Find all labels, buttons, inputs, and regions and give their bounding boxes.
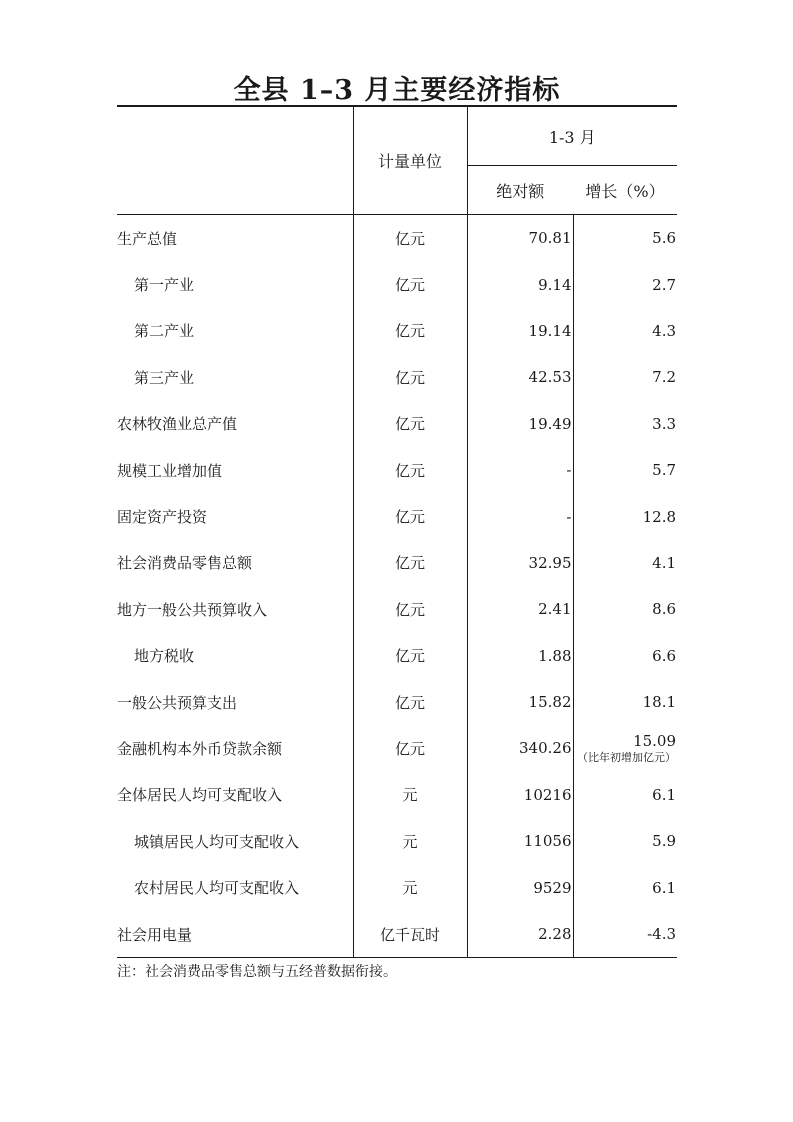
indicator-table	[117, 105, 677, 958]
table-row	[117, 493, 677, 539]
indicator-unit: 亿元	[353, 215, 467, 262]
indicator-name: 第二产业	[134, 322, 195, 341]
indicator-growth-cell	[573, 401, 677, 447]
indicator-absolute-value: 9.14	[467, 261, 573, 307]
footnote: 注：社会消费品零售总额与五经普数据衔接。	[117, 964, 397, 980]
indicator-growth-value: 7.2	[652, 368, 677, 387]
table-row	[117, 586, 677, 632]
indicator-name: 城镇居民人均可支配收入	[134, 832, 300, 851]
indicator-growth-value: 8.6	[652, 600, 677, 619]
indicator-growth-cell	[573, 308, 677, 354]
indicator-unit: 亿元	[353, 586, 467, 632]
table-row	[117, 540, 677, 586]
indicator-unit: 亿千瓦时	[353, 911, 467, 958]
indicator-name: 农村居民人均可支配收入	[134, 879, 300, 898]
indicator-growth-value: 5.7	[652, 461, 677, 480]
table-row	[117, 401, 677, 447]
indicator-unit: 亿元	[353, 725, 467, 771]
indicator-name: 全体居民人均可支配收入	[117, 786, 283, 805]
indicator-growth-value: 6.6	[652, 646, 677, 665]
indicator-unit: 亿元	[353, 679, 467, 725]
indicator-growth-cell	[573, 818, 677, 864]
indicator-name: 金融机构本外币贷款余额	[117, 739, 283, 758]
table-row	[117, 911, 677, 958]
indicator-name: 第一产业	[134, 276, 195, 295]
table-row	[117, 864, 677, 910]
indicator-unit: 元	[353, 772, 467, 818]
indicator-unit: 元	[353, 864, 467, 910]
indicator-table-container	[117, 105, 677, 958]
indicator-growth-value: 4.3	[652, 321, 677, 340]
header-unit: 计量单位	[353, 106, 467, 215]
page-title: 全县 1–3 月主要经济指标	[233, 75, 561, 106]
indicator-absolute-value: -	[467, 447, 573, 493]
indicator-name: 生产总值	[117, 229, 178, 248]
indicator-name: 农林牧渔业总产值	[117, 415, 238, 434]
indicator-growth-cell	[573, 911, 677, 958]
indicator-unit: 亿元	[353, 493, 467, 539]
indicator-growth-value: 3.3	[652, 414, 677, 433]
header-indicator-cell	[117, 106, 353, 215]
indicator-growth-cell	[573, 772, 677, 818]
header-period: 1-3 月	[467, 106, 677, 166]
indicator-absolute-value: 11056	[467, 818, 573, 864]
indicator-growth-value: 18.1	[642, 693, 677, 712]
indicator-name: 一般公共预算支出	[117, 693, 238, 712]
indicator-growth-cell	[573, 725, 677, 771]
indicator-absolute-value: 19.14	[467, 308, 573, 354]
indicator-growth-value: 12.8	[642, 507, 677, 526]
table-row	[117, 354, 677, 400]
indicator-growth-value: 5.6	[652, 229, 677, 248]
indicator-unit: 亿元	[353, 308, 467, 354]
indicator-absolute-value: -	[467, 493, 573, 539]
indicator-growth-value: 15.09	[633, 731, 677, 750]
table-row	[117, 725, 677, 771]
indicator-unit: 亿元	[353, 540, 467, 586]
indicator-name: 第三产业	[134, 368, 195, 387]
indicator-absolute-value: 2.41	[467, 586, 573, 632]
indicator-growth-cell	[573, 864, 677, 910]
indicator-name: 固定资产投资	[117, 508, 208, 527]
indicator-unit: 亿元	[353, 261, 467, 307]
indicator-growth-value: 6.1	[652, 878, 677, 897]
table-row	[117, 818, 677, 864]
indicator-absolute-value: 2.28	[467, 911, 573, 958]
table-row	[117, 215, 677, 262]
indicator-growth-cell	[573, 261, 677, 307]
header-absolute: 绝对额	[467, 166, 573, 215]
indicator-growth-cell	[573, 215, 677, 262]
indicator-growth-note: （比年初增加亿元）	[577, 750, 677, 764]
indicator-growth-cell	[573, 679, 677, 725]
table-row	[117, 308, 677, 354]
indicator-absolute-value: 340.26	[467, 725, 573, 771]
indicator-unit: 元	[353, 818, 467, 864]
indicator-growth-cell	[573, 540, 677, 586]
indicator-name: 地方一般公共预算收入	[117, 600, 268, 619]
indicator-unit: 亿元	[353, 401, 467, 447]
indicator-absolute-value: 42.53	[467, 354, 573, 400]
indicator-growth-value: 6.1	[652, 785, 677, 804]
indicator-growth-cell	[573, 354, 677, 400]
indicator-absolute-value: 10216	[467, 772, 573, 818]
indicator-unit: 亿元	[353, 633, 467, 679]
indicator-absolute-value: 1.88	[467, 633, 573, 679]
indicator-absolute-value: 9529	[467, 864, 573, 910]
indicator-absolute-value: 70.81	[467, 215, 573, 262]
indicator-growth-cell	[573, 447, 677, 493]
table-row	[117, 772, 677, 818]
table-row	[117, 261, 677, 307]
table-row	[117, 633, 677, 679]
indicator-unit: 亿元	[353, 354, 467, 400]
indicator-growth-value: 2.7	[652, 275, 677, 294]
indicator-unit: 亿元	[353, 447, 467, 493]
indicator-growth-value: -4.3	[647, 925, 677, 944]
table-row	[117, 447, 677, 493]
table-row	[117, 679, 677, 725]
indicator-growth-value: 5.9	[652, 832, 677, 851]
indicator-name: 社会消费品零售总额	[117, 554, 253, 573]
indicator-growth-value: 4.1	[652, 553, 677, 572]
table-body	[117, 215, 677, 958]
indicator-growth-cell	[573, 633, 677, 679]
header-growth: 增长（%）	[573, 166, 677, 215]
indicator-absolute-value: 19.49	[467, 401, 573, 447]
indicator-name: 规模工业增加值	[117, 461, 223, 480]
indicator-absolute-value: 15.82	[467, 679, 573, 725]
indicator-absolute-value: 32.95	[467, 540, 573, 586]
indicator-name: 地方税收	[134, 647, 195, 666]
indicator-name: 社会用电量	[117, 911, 353, 958]
indicator-growth-cell	[573, 493, 677, 539]
indicator-growth-cell	[573, 586, 677, 632]
